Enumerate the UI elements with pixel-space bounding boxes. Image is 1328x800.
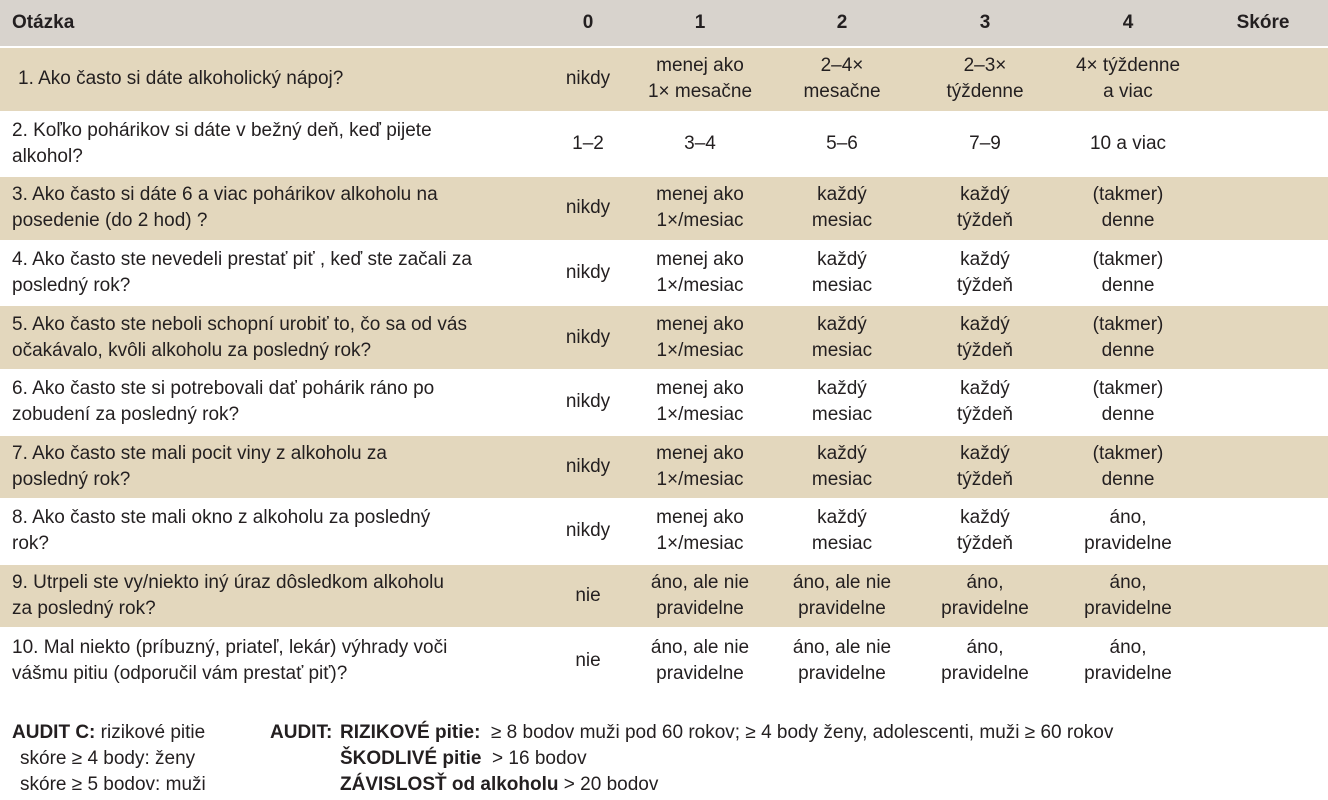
cell-line: každý	[817, 442, 867, 464]
answer-1-cell	[628, 376, 772, 428]
cell-line: nikdy	[565, 520, 611, 542]
answer-2-cell	[772, 635, 912, 687]
cell-line: a viac	[1103, 81, 1153, 103]
answer-0-cell	[548, 195, 628, 221]
answer-0-cell	[548, 325, 628, 351]
cell-line: týždeň	[957, 533, 1013, 555]
table-row	[0, 369, 1328, 434]
answer-3-cell	[912, 53, 1058, 105]
cell-line: 9. Utrpeli ste vy/niekto iný úraz dôsledkom alkoholu	[12, 572, 444, 594]
answer-3-cell	[912, 247, 1058, 299]
answer-1-cell	[628, 635, 772, 687]
cell-line: (takmer)	[1092, 249, 1164, 271]
answer-0-cell	[548, 131, 628, 157]
cell-line: nikdy	[565, 391, 611, 413]
answer-2-cell	[772, 53, 912, 105]
answer-2-cell	[772, 570, 912, 622]
cell-line: denne	[1101, 468, 1155, 490]
answer-4-cell	[1058, 635, 1198, 687]
cell-line: pravidelne	[941, 662, 1029, 684]
cell-line: 1×/mesiac	[656, 468, 744, 490]
answer-1-cell	[628, 312, 772, 364]
cell-line: za posledný rok?	[12, 598, 156, 620]
table-row	[0, 175, 1328, 240]
cell-line: menej ako	[656, 184, 744, 206]
cell-line: mesiac	[811, 468, 873, 490]
cell-line: každý	[817, 313, 867, 335]
answer-3-cell	[912, 441, 1058, 493]
audit-c-notes	[12, 720, 262, 798]
answer-4-cell	[1058, 247, 1198, 299]
cell-line: áno,	[1109, 636, 1147, 658]
answer-1-cell	[628, 570, 772, 622]
answer-3-cell	[912, 376, 1058, 428]
answer-1-cell	[628, 505, 772, 557]
answer-2-cell	[772, 505, 912, 557]
cell-line: menej ako	[656, 249, 744, 271]
cell-line: nikdy	[565, 262, 611, 284]
cell-line: každý	[960, 378, 1010, 400]
cell-line: 1–2	[572, 132, 604, 154]
question-cell	[0, 441, 548, 493]
audit-c-men: skóre ≥ 5 bodov: muži	[20, 774, 206, 795]
cell-line: každý	[817, 184, 867, 206]
cell-line: mesiac	[811, 275, 873, 297]
table-body	[0, 46, 1328, 692]
cell-line: 6. Ako často ste si potrebovali dať pohárik ráno po	[12, 378, 435, 400]
answer-2-cell	[772, 441, 912, 493]
cell-line: 4. Ako často ste nevedeli prestať piť , keď ste začali za	[12, 249, 472, 271]
answer-1-cell	[628, 182, 772, 234]
cell-line: 10. Mal niekto (príbuzný, priateľ, lekár) výhrady voči	[12, 636, 448, 658]
cell-line: pravidelne	[1084, 662, 1172, 684]
cell-line: áno,	[1109, 572, 1147, 594]
cell-line: nie	[575, 649, 601, 671]
answer-3-cell	[912, 635, 1058, 687]
dependency-text: > 20 bodov	[558, 774, 659, 795]
cell-line: mesiac	[811, 210, 873, 232]
cell-line: 1× mesačne	[647, 81, 753, 103]
cell-line: 2–3×	[963, 55, 1007, 77]
cell-line: denne	[1101, 404, 1155, 426]
cell-line: áno, ale nie	[650, 572, 750, 594]
cell-line: nikdy	[565, 197, 611, 219]
cell-line: týždeň	[957, 339, 1013, 361]
table-row	[0, 304, 1328, 369]
header-score-2: 2	[836, 12, 848, 33]
cell-line: každý	[817, 507, 867, 529]
cell-line: týždenne	[946, 81, 1024, 103]
answer-0-cell	[548, 66, 628, 92]
answer-4-cell	[1058, 376, 1198, 428]
cell-line: áno,	[966, 572, 1004, 594]
answer-1-cell	[628, 53, 772, 105]
cell-line: 1×/mesiac	[656, 533, 744, 555]
harmful-text: > 16 bodov	[481, 748, 587, 769]
answer-4-cell	[1058, 441, 1198, 493]
question-cell	[0, 635, 548, 687]
cell-line: 5–6	[826, 132, 858, 154]
cell-line: menej ako	[656, 313, 744, 335]
cell-line: denne	[1101, 339, 1155, 361]
cell-line: denne	[1101, 275, 1155, 297]
cell-line: (takmer)	[1092, 378, 1164, 400]
cell-line: každý	[960, 184, 1010, 206]
table-row	[0, 498, 1328, 563]
answer-1-cell	[628, 131, 772, 157]
answer-2-cell	[772, 131, 912, 157]
answer-4-cell	[1058, 53, 1198, 105]
cell-line: vášmu pitiu (odporučil vám prestať piť)?	[12, 662, 348, 684]
audit-c-women: skóre ≥ 4 body: ženy	[20, 748, 196, 769]
cell-line: pravidelne	[798, 598, 886, 620]
answer-2-cell	[772, 247, 912, 299]
cell-line: posedenie (do 2 hod) ?	[12, 210, 208, 232]
header-score-4: 4	[1122, 12, 1134, 33]
answer-0-cell	[548, 518, 628, 544]
answer-0-cell	[548, 648, 628, 674]
answer-4-cell	[1058, 312, 1198, 364]
cell-line: nikdy	[565, 68, 611, 90]
risky-label: RIZIKOVÉ pitie:	[340, 722, 481, 743]
cell-line: áno, ale nie	[650, 636, 750, 658]
question-cell	[0, 312, 548, 364]
audit-c-label: AUDIT C:	[12, 722, 96, 743]
cell-line: pravidelne	[1084, 598, 1172, 620]
harmful-label: ŠKODLIVÉ pitie	[340, 748, 482, 769]
answer-4-cell	[1058, 131, 1198, 157]
cell-line: pravidelne	[656, 598, 744, 620]
cell-line: pravidelne	[798, 662, 886, 684]
cell-line: 7–9	[969, 132, 1001, 154]
dependency-label: ZÁVISLOSŤ od alkoholu	[340, 774, 559, 795]
cell-line: alkohol?	[12, 145, 83, 167]
header-score-3: 3	[979, 12, 991, 33]
table-row	[0, 434, 1328, 499]
answer-0-cell	[548, 389, 628, 415]
cell-line: mesiac	[811, 533, 873, 555]
table-row	[0, 627, 1328, 692]
cell-line: 1. Ako často si dáte alkoholický nápoj?	[18, 68, 344, 90]
cell-line: áno,	[1109, 507, 1147, 529]
table-row	[0, 111, 1328, 176]
answer-3-cell	[912, 131, 1058, 157]
cell-line: 1×/mesiac	[656, 404, 744, 426]
cell-line: áno,	[966, 636, 1004, 658]
cell-line: mesiac	[811, 404, 873, 426]
cell-line: 2. Koľko pohárikov si dáte v bežný deň, keď pijete	[12, 119, 432, 141]
risky-text: ≥ 8 bodov muži pod 60 rokov; ≥ 4 body ženy, adolescenti, muži ≥ 60 rokov	[480, 722, 1114, 743]
answer-2-cell	[772, 182, 912, 234]
cell-line: menej ako	[656, 55, 744, 77]
cell-line: 10 a viac	[1089, 132, 1167, 154]
cell-line: každý	[817, 378, 867, 400]
question-cell	[0, 247, 548, 299]
cell-line: posledný rok?	[12, 275, 131, 297]
table-row	[0, 46, 1328, 111]
table-row	[0, 240, 1328, 305]
cell-line: (takmer)	[1092, 313, 1164, 335]
header-question: Otázka	[12, 12, 75, 33]
cell-line: 5. Ako často ste neboli schopní urobiť to, čo sa od vás	[12, 313, 467, 335]
answer-2-cell	[772, 312, 912, 364]
cell-line: 1×/mesiac	[656, 210, 744, 232]
cell-line: týždeň	[957, 210, 1013, 232]
cell-line: každý	[960, 249, 1010, 271]
question-cell	[0, 570, 548, 622]
cell-line: 1×/mesiac	[656, 275, 744, 297]
question-cell	[0, 505, 548, 557]
cell-line: 3–4	[684, 132, 716, 154]
answer-2-cell	[772, 376, 912, 428]
cell-line: očakávalo, kvôli alkoholu za posledný rok?	[12, 339, 372, 361]
answer-1-cell	[628, 247, 772, 299]
cell-line: mesiac	[811, 339, 873, 361]
question-cell	[0, 66, 548, 92]
cell-line: menej ako	[656, 442, 744, 464]
cell-line: 3. Ako často si dáte 6 a viac pohárikov alkoholu na	[12, 184, 438, 206]
table-row	[0, 563, 1328, 628]
scoring-notes	[0, 712, 1328, 800]
cell-line: menej ako	[656, 378, 744, 400]
answer-4-cell	[1058, 570, 1198, 622]
audit-notes	[270, 720, 1320, 798]
answer-0-cell	[548, 583, 628, 609]
cell-line: každý	[960, 442, 1010, 464]
cell-line: (takmer)	[1092, 184, 1164, 206]
cell-line: pravidelne	[656, 662, 744, 684]
cell-line: áno, ale nie	[792, 572, 892, 594]
cell-line: 8. Ako často ste mali okno z alkoholu za posledný	[12, 507, 431, 529]
cell-line: 4× týždenne	[1075, 55, 1181, 77]
cell-line: (takmer)	[1092, 442, 1164, 464]
answer-0-cell	[548, 260, 628, 286]
cell-line: nie	[575, 585, 601, 607]
header-score-1: 1	[694, 12, 706, 33]
cell-line: týždeň	[957, 404, 1013, 426]
cell-line: 2–4×	[820, 55, 864, 77]
table-header-row	[0, 0, 1328, 46]
cell-line: denne	[1101, 210, 1155, 232]
cell-line: každý	[960, 313, 1010, 335]
cell-line: týždeň	[957, 275, 1013, 297]
cell-line: posledný rok?	[12, 468, 131, 490]
cell-line: áno, ale nie	[792, 636, 892, 658]
answer-3-cell	[912, 312, 1058, 364]
header-score: Skóre	[1236, 12, 1290, 33]
cell-line: mesačne	[803, 81, 881, 103]
answer-3-cell	[912, 182, 1058, 234]
answer-4-cell	[1058, 505, 1198, 557]
answer-3-cell	[912, 570, 1058, 622]
question-cell	[0, 182, 548, 234]
answer-1-cell	[628, 441, 772, 493]
header-score-0: 0	[582, 12, 594, 33]
cell-line: pravidelne	[1084, 533, 1172, 555]
cell-line: 1×/mesiac	[656, 339, 744, 361]
cell-line: každý	[960, 507, 1010, 529]
cell-line: nikdy	[565, 455, 611, 477]
cell-line: pravidelne	[941, 598, 1029, 620]
cell-line: zobudení za posledný rok?	[12, 404, 240, 426]
question-cell	[0, 376, 548, 428]
cell-line: menej ako	[656, 507, 744, 529]
audit-label: AUDIT:	[270, 722, 333, 743]
answer-3-cell	[912, 505, 1058, 557]
answer-4-cell	[1058, 182, 1198, 234]
cell-line: 7. Ako často ste mali pocit viny z alkoholu za	[12, 442, 387, 464]
cell-line: rok?	[12, 533, 49, 555]
question-cell	[0, 118, 548, 170]
cell-line: každý	[817, 249, 867, 271]
cell-line: nikdy	[565, 326, 611, 348]
cell-line: týždeň	[957, 468, 1013, 490]
audit-c-text: rizikové pitie	[95, 722, 206, 743]
answer-0-cell	[548, 454, 628, 480]
